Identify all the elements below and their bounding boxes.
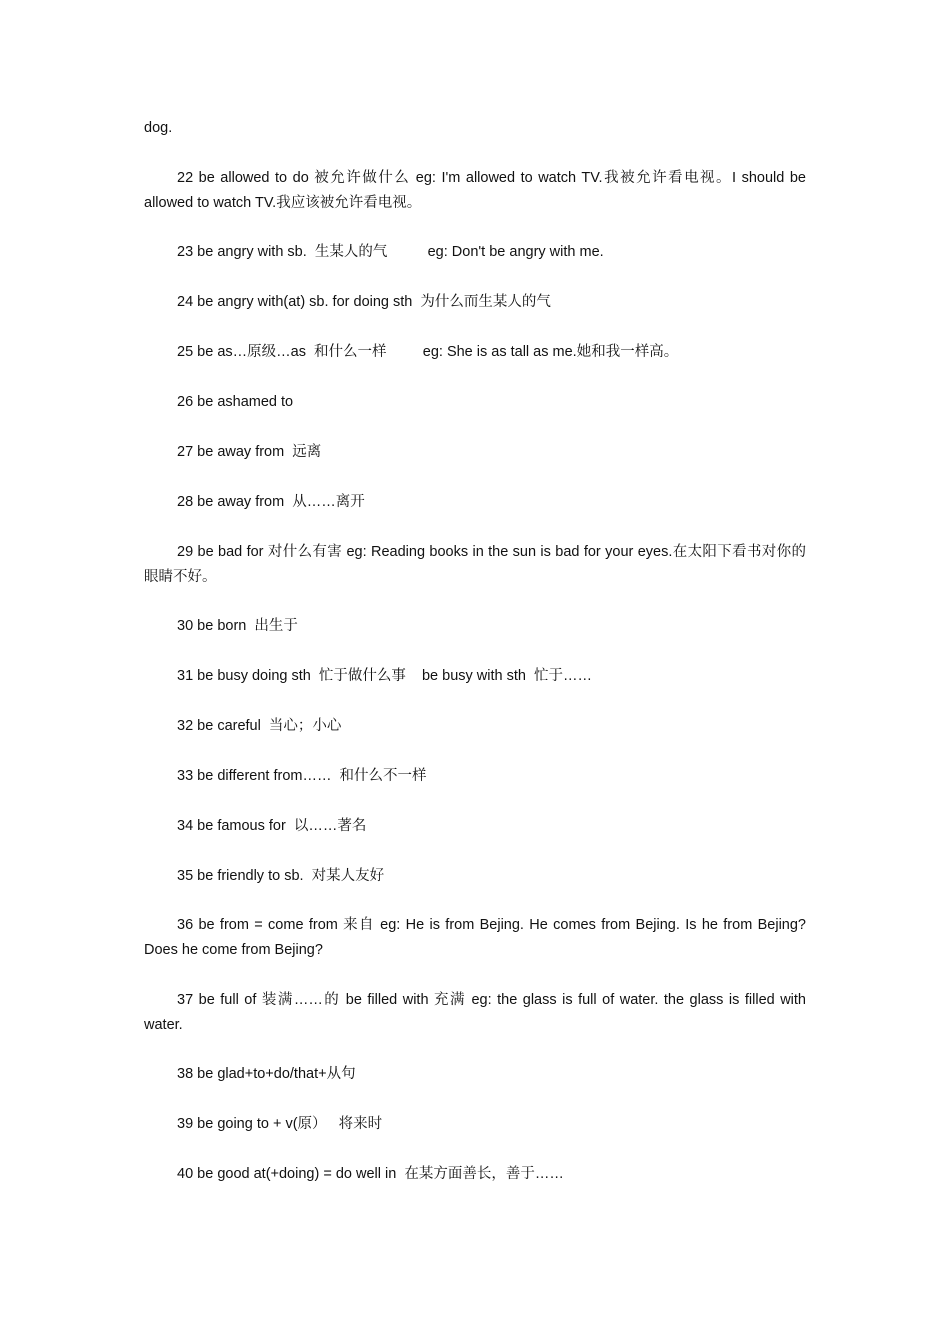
paragraph-item-26: 26 be ashamed to	[177, 394, 294, 410]
paragraph-item-25: 25 be as…原级…as 和什么一样 eg: She is as tall as me.她和我一样高。	[177, 344, 679, 360]
paragraph-item-34: 34 be famous for 以……著名	[177, 818, 367, 834]
paragraph-continuation: dog.	[144, 120, 173, 136]
paragraph-item-40: 40 be good at(+doing) = do well in 在某方面善长，善于……	[177, 1166, 564, 1182]
paragraph-item-37: 37 be full of 装满……的 be filled with 充满 eg: the glass is full of water. the glass is filled with water.	[144, 992, 806, 1033]
paragraph-item-28: 28 be away from 从……离开	[177, 494, 365, 510]
paragraph-item-35: 35 be friendly to sb. 对某人友好	[177, 868, 385, 884]
paragraph-item-23: 23 be angry with sb. 生某人的气 eg: Don't be angry with me.	[177, 244, 604, 260]
paragraph-item-39: 39 be going to + v(原） 将来时	[177, 1116, 383, 1132]
paragraph-item-24: 24 be angry with(at) sb. for doing sth 为什么而生某人的气	[177, 294, 551, 310]
paragraph-item-31: 31 be busy doing sth 忙于做什么事 be busy with sth 忙于……	[177, 668, 593, 684]
paragraph-item-29: 29 be bad for 对什么有害 eg: Reading books in the sun is bad for your eyes.在太阳下看书对你的眼睛不好。	[144, 544, 806, 585]
paragraph-item-36: 36 be from = come from 来自 eg: He is from Bejing. He comes from Bejing. Is he from Bejing? Does he come from Bejing?	[144, 917, 806, 958]
paragraph-item-30: 30 be born 出生于	[177, 618, 298, 634]
paragraph-item-27: 27 be away from 远离	[177, 444, 322, 460]
paragraph-item-22: 22 be allowed to do 被允许做什么 eg: I'm allowed to watch TV.我被允许看电视。I should be allowed to watch TV.我应该被允许看电视。	[144, 170, 806, 211]
paragraph-item-38: 38 be glad+to+do/that+从句	[177, 1066, 356, 1082]
paragraph-item-33: 33 be different from…… 和什么不一样	[177, 768, 427, 784]
paragraph-item-32: 32 be careful 当心；小心	[177, 718, 342, 734]
